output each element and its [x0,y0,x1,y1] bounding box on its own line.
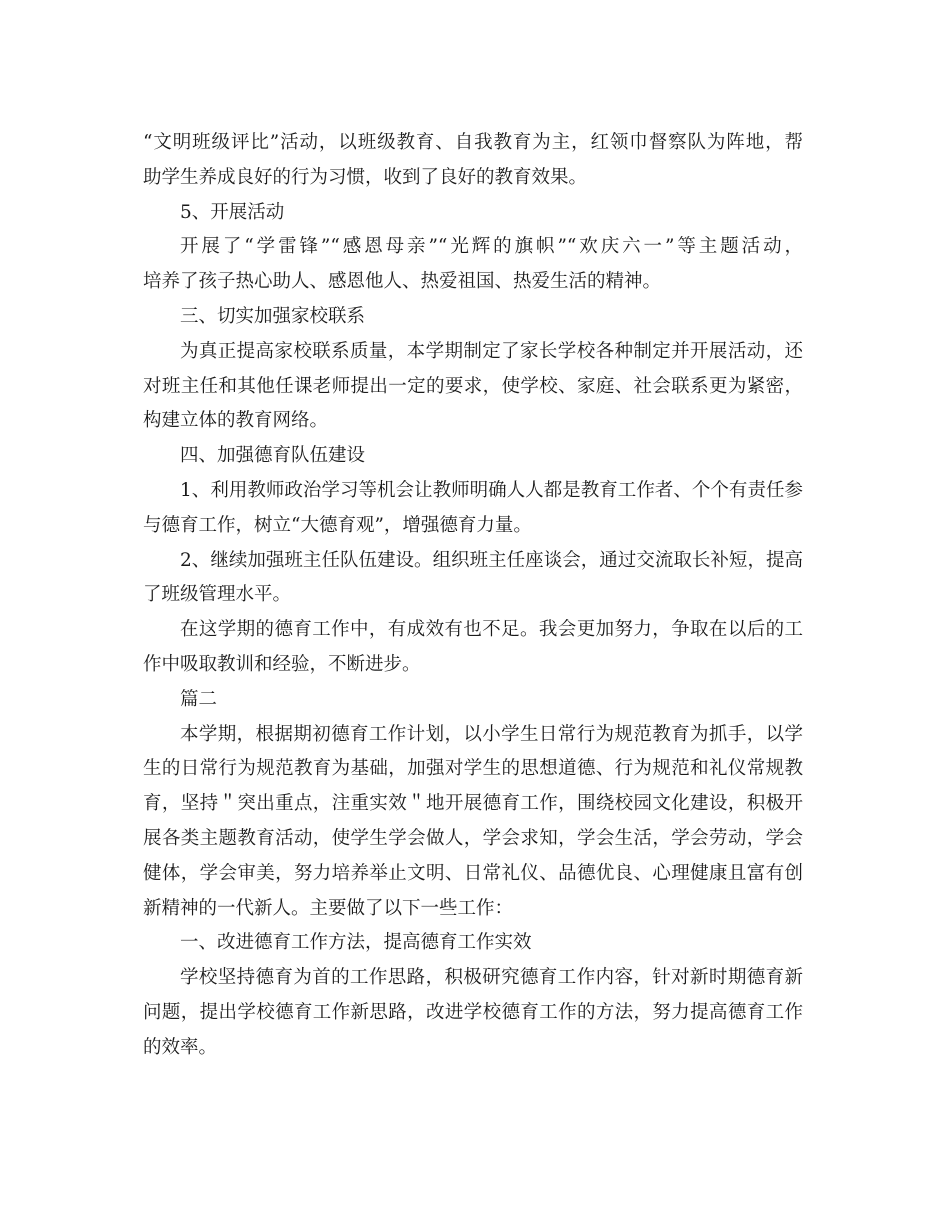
text-line: 学校坚持德育为首的工作思路，积极研究德育工作内容，针对新时期德育新 [180,967,803,989]
text-line: 为真正提高家校联系质量，本学期制定了家长学校各种制定并开展活动，还 [180,340,803,362]
text-line: 作中吸取教训和经验，不断进步。 [143,653,421,675]
text-line: “文明班级评比”活动，以班级教育、自我教育为主，红领巾督察队为阵地，帮 [143,132,803,153]
text-line: 助学生养成良好的行为习惯，收到了良好的教育效果。 [143,166,588,188]
section-heading: 篇二 [180,688,218,710]
text-line: 健体，学会审美，努力培养举止文明、日常礼仪、品德优良、心理健康且富有创 [143,862,803,884]
text-line: 本学期，根据期初德育工作计划，以小学生日常行为规范教育为抓手，以学 [180,723,803,745]
text-line: 在这学期的德育工作中，有成效有也不足。我会更加努力，争取在以后的工 [180,619,803,641]
text-line: 新精神的一代新人。主要做了以下一些工作： [143,897,514,919]
text-line: 的效率。 [143,1036,218,1058]
section-heading: 5、开展活动 [180,201,285,223]
text-line: 与德育工作，树立“大德育观”，增强德育力量。 [143,514,532,536]
text-line: 展各类主题教育活动，使学生学会做人，学会求知，学会生活，学会劳动，学会 [143,827,803,849]
text-line: 对班主任和其他任课老师提出一定的要求，使学校、家庭、社会联系更为紧密， [143,375,803,397]
text-line: 1、利用教师政治学习等机会让教师明确人人都是教育工作者、个个有责任参 [180,479,803,501]
text-line: 生的日常行为规范教育为基础，加强对学生的思想道德、行为规范和礼仪常规教 [143,758,803,780]
text-line: 育，坚持＂突出重点，注重实效＂地开展德育工作，围绕校园文化建设，积极开 [143,793,803,815]
text-line: 了班级管理水平。 [143,584,292,606]
document-page [143,126,803,1066]
text-line: 问题，提出学校德育工作新思路，改进学校德育工作的方法，努力提高德育工作 [143,1001,803,1023]
text-line: 开展了“学雷锋”“感恩母亲”“光辉的旗帜”“欢庆六一”等主题活动， [180,236,803,258]
text-line: 2、继续加强班主任队伍建设。组织班主任座谈会，通过交流取长补短，提高 [180,549,803,571]
section-heading: 一、改进德育工作方法，提高德育工作实效 [180,932,532,954]
section-heading: 四、加强德育队伍建设 [180,445,366,467]
text-line: 构建立体的教育网络。 [143,410,329,432]
section-heading: 三、切实加强家校联系 [180,305,366,327]
text-line: 培养了孩子热心助人、感恩他人、热爱祖国、热爱生活的精神。 [143,271,662,293]
